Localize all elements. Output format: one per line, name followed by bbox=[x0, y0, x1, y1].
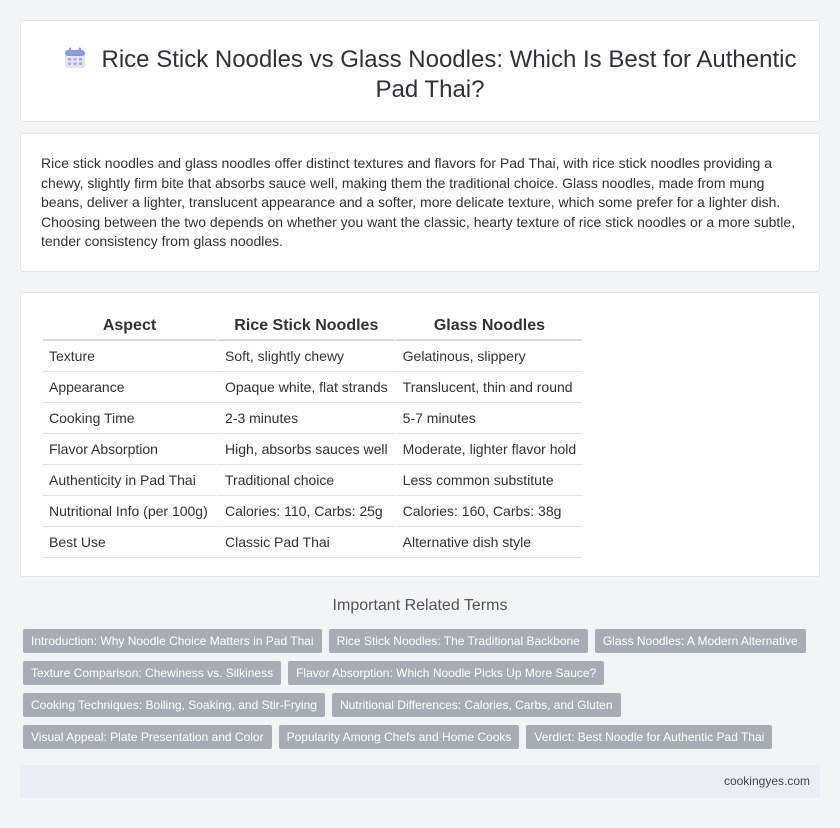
tag-row bbox=[23, 725, 823, 757]
table-cell: Authenticity in Pad Thai bbox=[43, 465, 216, 496]
comparison-table bbox=[43, 313, 582, 558]
table-cell: Calories: 110, Carbs: 25g bbox=[216, 496, 394, 527]
related-term-tag[interactable]: Rice Stick Noodles: The Traditional Backbone bbox=[329, 629, 588, 653]
column-header-glass: Glass Noodles bbox=[394, 313, 583, 341]
table-cell: Soft, slightly chewy bbox=[216, 341, 394, 372]
footer bbox=[20, 765, 820, 798]
comparison-card bbox=[20, 292, 820, 577]
table-cell: Traditional choice bbox=[216, 465, 394, 496]
page-title-text: Rice Stick Noodles vs Glass Noodles: Which Is Best for Authentic Pad Thai? bbox=[101, 46, 797, 103]
column-header-rice-stick: Rice Stick Noodles bbox=[216, 313, 394, 341]
calendar-icon bbox=[64, 47, 86, 69]
table-header-row bbox=[43, 313, 582, 341]
table-row bbox=[43, 341, 582, 372]
table-cell: High, absorbs sauces well bbox=[216, 434, 394, 465]
summary-text: Rice stick noodles and glass noodles offer distinct textures and flavors for Pad Thai, with rice stick noodles providing a chewy, slightly firm bite that absorbs sauce well, making them the traditional choice. Glass noodles, made from mung beans, deliver a lighter, translucent appearance and a softer, more delicate texture, which some prefer for a lighter dish. Choosing between the two depends on whether you want the classic, hearty texture of rice stick noodles or a more subtle, tender consistency from glass noodles. bbox=[41, 155, 796, 249]
related-terms-heading: Important Related Terms bbox=[332, 597, 508, 614]
table-cell: Translucent, thin and round bbox=[394, 372, 583, 403]
tag-row bbox=[23, 693, 823, 725]
table-cell: Opaque white, flat strands bbox=[216, 372, 394, 403]
table-cell: Texture bbox=[43, 341, 216, 372]
table-cell: Moderate, lighter flavor hold bbox=[394, 434, 583, 465]
table-row bbox=[43, 434, 582, 465]
table-row bbox=[43, 527, 582, 558]
related-term-tag[interactable]: Glass Noodles: A Modern Alternative bbox=[595, 629, 806, 653]
table-cell: Calories: 160, Carbs: 38g bbox=[394, 496, 583, 527]
table-cell: Nutritional Info (per 100g) bbox=[43, 496, 216, 527]
table-cell: Alternative dish style bbox=[394, 527, 583, 558]
related-term-tag[interactable]: Flavor Absorption: Which Noodle Picks Up More Sauce? bbox=[288, 661, 604, 685]
related-term-tag[interactable]: Cooking Techniques: Boiling, Soaking, and Stir-Frying bbox=[23, 693, 325, 717]
table-cell: Classic Pad Thai bbox=[216, 527, 394, 558]
table-cell: Less common substitute bbox=[394, 465, 583, 496]
column-header-aspect: Aspect bbox=[43, 313, 216, 341]
related-term-tag[interactable]: Verdict: Best Noodle for Authentic Pad Thai bbox=[526, 725, 772, 749]
related-term-tag[interactable]: Popularity Among Chefs and Home Cooks bbox=[279, 725, 520, 749]
page-title bbox=[61, 45, 799, 105]
related-term-tag[interactable]: Introduction: Why Noodle Choice Matters in Pad Thai bbox=[23, 629, 322, 653]
table-row bbox=[43, 403, 582, 434]
table-cell: Cooking Time bbox=[43, 403, 216, 434]
table-cell: Appearance bbox=[43, 372, 216, 403]
related-term-tag[interactable]: Texture Comparison: Chewiness vs. Silkiness bbox=[23, 661, 281, 685]
footer-site-link[interactable]: cookingyes.com bbox=[723, 774, 810, 788]
table-row bbox=[43, 372, 582, 403]
title-card bbox=[20, 20, 820, 122]
summary-card bbox=[20, 133, 820, 272]
related-terms bbox=[23, 629, 823, 757]
table-cell: 5-7 minutes bbox=[394, 403, 583, 434]
table-cell: 2-3 minutes bbox=[216, 403, 394, 434]
table-cell: Gelatinous, slippery bbox=[394, 341, 583, 372]
table-row bbox=[43, 496, 582, 527]
table-row bbox=[43, 465, 582, 496]
related-term-tag[interactable]: Visual Appeal: Plate Presentation and Color bbox=[23, 725, 272, 749]
tag-row bbox=[23, 629, 823, 661]
table-cell: Flavor Absorption bbox=[43, 434, 216, 465]
related-term-tag[interactable]: Nutritional Differences: Calories, Carbs, and Gluten bbox=[332, 693, 621, 717]
tag-row bbox=[23, 661, 823, 693]
table-cell: Best Use bbox=[43, 527, 216, 558]
